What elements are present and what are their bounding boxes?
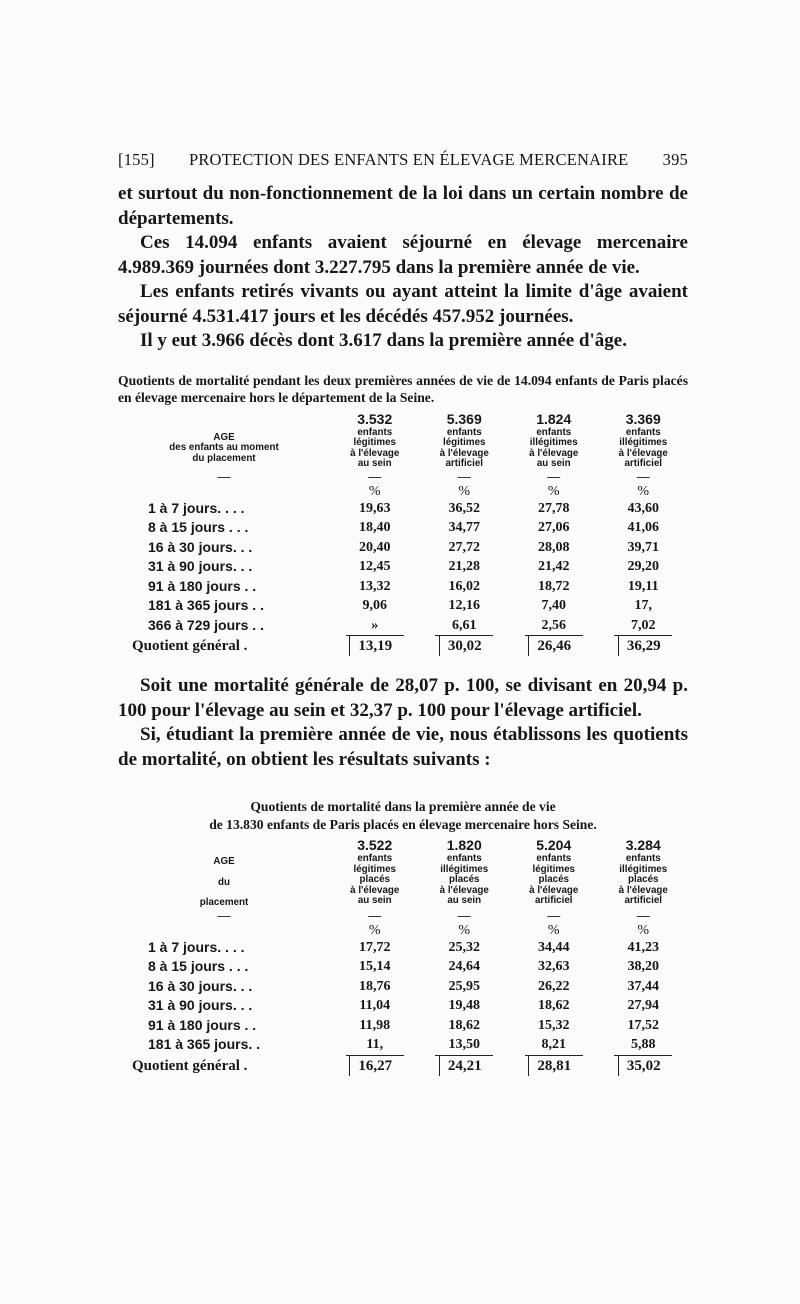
value-cell: 25,95: [448, 978, 480, 994]
value-cell: 38,20: [627, 959, 659, 974]
table2-caption-line: Quotients de mortalité dans la première année de vie: [250, 799, 556, 814]
value-cell: 19,48: [448, 998, 480, 1013]
percent-sign: %: [637, 483, 650, 499]
value-text: »: [346, 616, 404, 637]
column-header-line: à l'élevage: [439, 447, 489, 459]
age-header-line: des enfants au moment: [169, 442, 279, 453]
paragraph: Les enfants retirés vivants ou ayant atteint la limite d'âge avaient séjourné 4.531.417 jours et les décédés 457.952 journées.: [118, 281, 688, 327]
age-column-header: [118, 411, 330, 470]
dash-row: [118, 909, 688, 923]
value-cell: 18,40: [359, 520, 391, 535]
column-header-line: enfants: [625, 426, 661, 438]
total-value: 30,02: [439, 636, 490, 656]
total-row: [118, 636, 688, 656]
column-header: [599, 411, 689, 470]
value-cell: 19,63: [359, 500, 391, 516]
column-header-line: à l'élevage: [529, 884, 579, 896]
table-row: [118, 977, 688, 997]
total-cell: [509, 636, 599, 656]
total-cell: [420, 1056, 510, 1076]
percent-row: [118, 923, 688, 938]
percent-sign: %: [368, 483, 381, 499]
value-cell: 20,40: [359, 539, 391, 555]
column-header-line: illégitimes: [440, 863, 489, 875]
value-cell: 29,20: [627, 559, 659, 574]
table-row: [118, 557, 688, 577]
table-row: [118, 616, 688, 637]
value-text: 13,50: [435, 1035, 493, 1056]
column-header-line: placés: [627, 874, 659, 885]
dash: —: [547, 468, 561, 484]
total-value: 16,27: [349, 1056, 400, 1076]
value-text: 7,02: [614, 616, 672, 637]
table2-header-row: [118, 837, 688, 909]
value-cell: 36,52: [448, 500, 480, 516]
table2: [118, 837, 688, 1076]
value-cell: 15,32: [538, 1017, 570, 1033]
value-cell: 12,45: [359, 559, 391, 574]
column-header-line: à l'élevage: [618, 884, 668, 896]
value-text: 6,61: [435, 616, 493, 637]
age-cell: 8 à 15 jours . . .: [148, 958, 249, 974]
value-cell: [420, 616, 510, 637]
total-cell: [599, 636, 689, 656]
section-number: [155]: [118, 150, 155, 169]
table2-caption-line: de 13.830 enfants de Paris placés en élevage mercenaire hors Seine.: [209, 816, 597, 832]
value-cell: 12,16: [448, 598, 480, 613]
age-cell: 31 à 90 jours. . .: [148, 558, 253, 574]
value-cell: 18,76: [359, 978, 391, 994]
total-value: 24,21: [439, 1056, 490, 1076]
column-header-line: illégitimes: [619, 863, 668, 875]
age-header-line: du placement: [192, 452, 256, 464]
column-count: 3.522: [357, 837, 393, 853]
column-count: 3.369: [625, 410, 661, 427]
paragraph: Il y eut 3.966 décès dont 3.617 dans la première année d'âge.: [140, 330, 627, 351]
total-label: Quotient général .: [132, 638, 248, 654]
paragraph: Si, étudiant la première année de vie, nous établissons les quotients de mortalité, on obtient les résultats suivants :: [118, 724, 688, 770]
value-cell: 17,52: [627, 1017, 659, 1033]
age-cell: 91 à 180 jours . .: [148, 1016, 257, 1033]
column-header-line: illégitimes: [529, 437, 578, 448]
column-header-line: artificiel: [445, 458, 484, 469]
value-cell: [599, 1035, 689, 1056]
column-header: [420, 411, 510, 470]
age-cell: 16 à 30 jours. . .: [148, 977, 253, 994]
value-cell: [420, 1035, 510, 1056]
age-cell: 181 à 365 jours. .: [148, 1036, 261, 1052]
value-cell: 18,72: [538, 578, 570, 594]
value-text: 8,21: [525, 1035, 583, 1056]
column-header-line: à l'élevage: [529, 447, 579, 459]
total-value: 36,29: [618, 636, 669, 656]
table-row: [118, 596, 688, 616]
column-header-line: légitimes: [353, 863, 396, 875]
total-cell: [420, 636, 510, 656]
total-cell: [330, 1056, 420, 1076]
paragraph: Soit une mortalité générale de 28,07 p. 100, se divisant en 20,94 p. 100 pour l'élevage au sein et 32,37 p. 100 pour l'élevage artificiel.: [118, 675, 688, 721]
age-cell: 1 à 7 jours. . . .: [148, 938, 245, 955]
table1: [118, 411, 688, 657]
age-cell: 1 à 7 jours. . . .: [148, 499, 245, 516]
value-cell: 17,72: [359, 939, 391, 955]
paragraph: Ces 14.094 enfants avaient séjourné en élevage mercenaire 4.989.369 journées dont 3.227.795 dans la première année de vie.: [118, 232, 688, 278]
column-header-line: à l'élevage: [350, 447, 400, 459]
value-cell: 41,06: [627, 520, 659, 535]
column-header-line: légitimes: [532, 863, 575, 875]
value-cell: 34,44: [538, 939, 570, 955]
age-header-line: placement: [199, 897, 249, 908]
dash: —: [217, 907, 231, 923]
total-value: 28,81: [528, 1056, 579, 1076]
total-cell: [599, 1056, 689, 1076]
percent-row: [118, 484, 688, 499]
column-header: [330, 837, 420, 909]
percent-sign: %: [547, 922, 560, 938]
total-label: Quotient général .: [132, 1057, 248, 1074]
value-cell: 21,42: [538, 559, 570, 574]
percent-sign: %: [458, 922, 471, 938]
column-header-line: à l'élevage: [439, 884, 489, 896]
table-row: [118, 1035, 688, 1056]
column-header-line: artificiel: [624, 458, 663, 469]
table-row: [118, 499, 688, 519]
age-header-line: AGE: [213, 431, 235, 443]
total-row: [118, 1056, 688, 1076]
value-cell: 28,08: [538, 539, 570, 555]
column-header: [330, 411, 420, 470]
table-row: [118, 938, 688, 958]
column-count: 1.824: [536, 410, 572, 427]
dash: —: [636, 468, 650, 484]
value-cell: [330, 616, 420, 637]
column-count: 5.369: [446, 410, 482, 427]
value-text: 11,: [346, 1035, 404, 1056]
value-cell: 24,64: [448, 959, 480, 974]
column-header-line: enfants: [536, 853, 572, 864]
column-header-line: enfants: [625, 853, 661, 864]
column-header-line: placés: [538, 874, 569, 885]
dash: —: [636, 907, 650, 923]
percent-sign: %: [637, 922, 650, 938]
value-cell: 26,22: [538, 978, 570, 994]
value-cell: 15,14: [359, 959, 391, 974]
total-cell: [509, 1056, 599, 1076]
dash: —: [217, 468, 231, 484]
column-header-line: enfants: [357, 426, 393, 438]
column-header-line: illégitimes: [619, 437, 668, 448]
table-row: [118, 577, 688, 597]
column-count: 3.532: [357, 410, 393, 427]
value-cell: 27,94: [627, 998, 659, 1013]
table2-caption: [118, 798, 688, 833]
value-cell: [509, 1035, 599, 1056]
value-cell: 19,11: [627, 578, 659, 594]
value-cell: 41,23: [627, 939, 659, 955]
page-number: 395: [662, 150, 688, 169]
table-row: [118, 996, 688, 1016]
value-cell: 17,: [634, 598, 652, 613]
age-cell: 31 à 90 jours. . .: [148, 997, 253, 1013]
table1-header-row: [118, 411, 688, 470]
column-header-line: à l'élevage: [350, 884, 400, 896]
total-value: 26,46: [528, 636, 579, 656]
total-value: 13,19: [349, 636, 400, 656]
value-cell: 27,06: [538, 520, 570, 535]
age-cell: 16 à 30 jours. . .: [148, 538, 253, 555]
column-header-line: placés: [448, 874, 480, 885]
age-cell: 366 à 729 jours . .: [148, 616, 264, 633]
column-header-line: au sein: [357, 895, 392, 906]
column-header: [599, 837, 689, 909]
value-cell: 21,28: [448, 559, 480, 574]
value-cell: 18,62: [448, 1017, 480, 1033]
value-cell: [599, 616, 689, 637]
column-header-line: enfants: [536, 426, 572, 438]
column-header: [509, 837, 599, 909]
table-row: [118, 538, 688, 558]
value-cell: 37,44: [627, 978, 659, 994]
value-cell: 34,77: [448, 520, 480, 535]
age-cell: 8 à 15 jours . . .: [148, 519, 249, 535]
page: [118, 150, 688, 1076]
percent-sign: %: [368, 922, 381, 938]
value-cell: 27,78: [538, 500, 570, 516]
value-cell: [509, 616, 599, 637]
column-header-line: artificiel: [624, 895, 663, 906]
dash-row: [118, 470, 688, 484]
value-cell: 43,60: [627, 500, 659, 516]
running-header: [118, 150, 688, 170]
dash: —: [368, 468, 382, 484]
age-column-header: [118, 837, 330, 909]
dash: —: [457, 907, 471, 923]
value-cell: 25,32: [448, 939, 480, 955]
paragraph: et surtout du non-fonctionnement de la loi dans un certain nombre de départements.: [118, 183, 688, 229]
column-header-line: enfants: [357, 853, 393, 864]
column-header-line: enfants: [446, 853, 482, 864]
table-row: [118, 518, 688, 538]
percent-sign: %: [547, 483, 560, 499]
value-cell: 9,06: [362, 598, 387, 613]
total-cell: [330, 636, 420, 656]
dash: —: [457, 468, 471, 484]
value-cell: 27,72: [448, 539, 480, 555]
percent-sign: %: [458, 483, 471, 499]
age-header-line: AGE: [213, 856, 235, 867]
column-header-line: légitimes: [443, 437, 486, 448]
total-value: 35,02: [618, 1056, 669, 1076]
column-count: 1.820: [446, 837, 482, 853]
column-header-line: artificiel: [534, 895, 573, 906]
column-header-line: légitimes: [353, 437, 396, 448]
table1-caption: Quotients de mortalité pendant les deux premières années de vie de 14.094 enfants de Paris placés en élevage mercenaire hors le département de la Seine.: [118, 372, 688, 405]
value-cell: [330, 1035, 420, 1056]
table-row: [118, 1016, 688, 1036]
value-text: 2,56: [525, 616, 583, 637]
value-cell: 32,63: [538, 959, 570, 974]
dash: —: [368, 907, 382, 923]
column-header-line: enfants: [446, 426, 482, 438]
column-count: 3.284: [625, 837, 661, 853]
value-cell: 18,62: [538, 998, 570, 1013]
value-cell: 13,32: [359, 578, 391, 594]
age-cell: 91 à 180 jours . .: [148, 577, 257, 594]
dash: —: [547, 907, 561, 923]
column-count: 5.204: [536, 837, 572, 853]
column-header-line: placés: [359, 874, 390, 885]
value-cell: 11,98: [359, 1017, 391, 1033]
age-cell: 181 à 365 jours . .: [148, 597, 264, 613]
column-header-line: à l'élevage: [618, 447, 668, 459]
value-cell: 16,02: [448, 578, 480, 594]
column-header: [509, 411, 599, 470]
column-header-line: au sein: [447, 895, 482, 906]
column-header: [420, 837, 510, 909]
value-cell: 39,71: [627, 539, 659, 555]
age-header-line: du: [218, 876, 230, 888]
value-text: 5,88: [614, 1035, 672, 1056]
column-header-line: au sein: [357, 458, 392, 469]
running-title: PROTECTION DES ENFANTS EN ÉLEVAGE MERCENAIRE: [188, 150, 629, 169]
column-header-line: au sein: [536, 458, 571, 469]
table-row: [118, 957, 688, 977]
value-cell: 7,40: [541, 598, 566, 613]
value-cell: 11,04: [359, 998, 391, 1013]
